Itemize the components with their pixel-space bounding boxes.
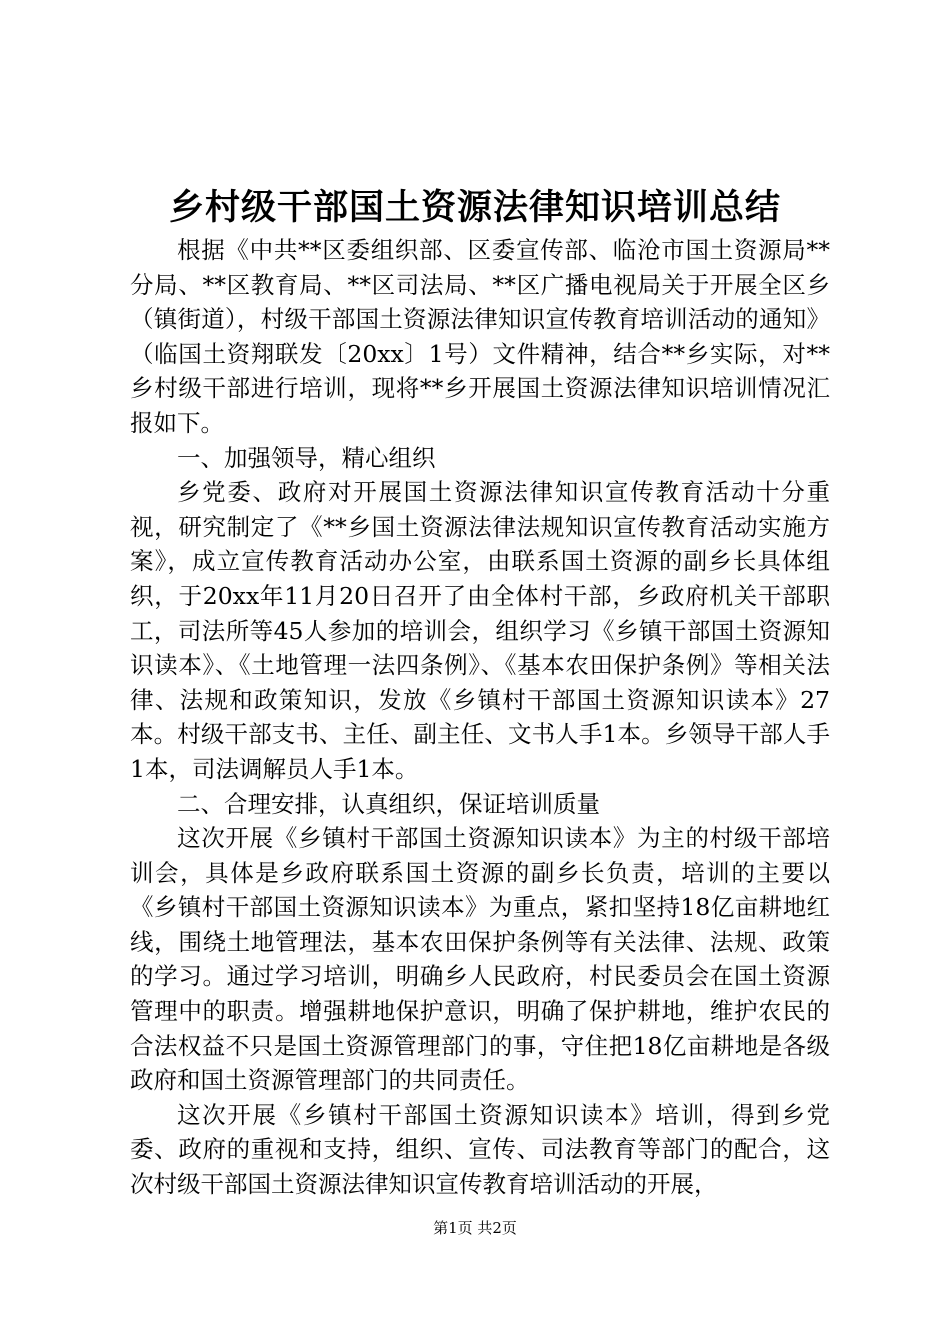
section-heading-2: 二、合理安排，认真组织，保证培训质量 xyxy=(177,789,600,818)
document-body xyxy=(130,233,830,1202)
section-heading-1: 一、加强领导，精心组织 xyxy=(177,443,436,472)
paragraph-section-2: 这次开展《乡镇村干部国土资源知识读本》为主的村级干部培训会，具体是乡政府联系国土资源的副乡长负责，培训的主要以《乡镇村干部国土资源知识读本》为重点，紧扣坚持18亿亩耕地红线，围绕土地管理法，基本农田保护条例等有关法律、法规、政策的学习。通过学习培训，明确乡人民政府，村民委员会在国土资源管理中的职责。增强耕地保护意识，明确了保护耕地，维护农民的合法权益不只是国土资源管理部门的事，守住把18亿亩耕地是各级政府和国土资源管理部门的共同责任。 xyxy=(130,824,830,1095)
page-number-footer: 第1页 共2页 xyxy=(433,1219,517,1237)
paragraph-section-2-continued: 这次开展《乡镇村干部国土资源知识读本》培训，得到乡党委、政府的重视和支持，组织、宣传、司法教育等部门的配合，这次村级干部国土资源法律知识宣传教育培训活动的开展， xyxy=(130,1100,830,1199)
paragraph-section-1: 乡党委、政府对开展国土资源法律知识宣传教育活动十分重视，研究制定了《**乡国土资源法律法规知识宣传教育活动实施方案》，成立宣传教育活动办公室，由联系国土资源的副乡长具体组织，于20xx年11月20日召开了由全体村干部，乡政府机关干部职工，司法所等45人参加的培训会，组织学习《乡镇干部国土资源知识读本》、《土地管理一法四条例》、《基本农田保护条例》等相关法律、法规和政策知识，发放《乡镇村干部国土资源知识读本》27本。村级干部支书、主任、副主任、文书人手1本。乡领导干部人手1本，司法调解员人手1本。 xyxy=(130,478,830,783)
paragraph-intro: 根据《中共**区委组织部、区委宣传部、临沧市国土资源局**分局、**区教育局、**区司法局、**区广播电视局关于开展全区乡（镇街道），村级干部国土资源法律知识宣传教育培训活动的通知》（临国土资翔联发〔20xx〕1号）文件精神，结合**乡实际，对**乡村级干部进行培训，现将**乡开展国土资源法律知识培训情况汇报如下。 xyxy=(130,236,830,437)
document-title: 乡村级干部国土资源法律知识培训总结 xyxy=(168,187,781,228)
